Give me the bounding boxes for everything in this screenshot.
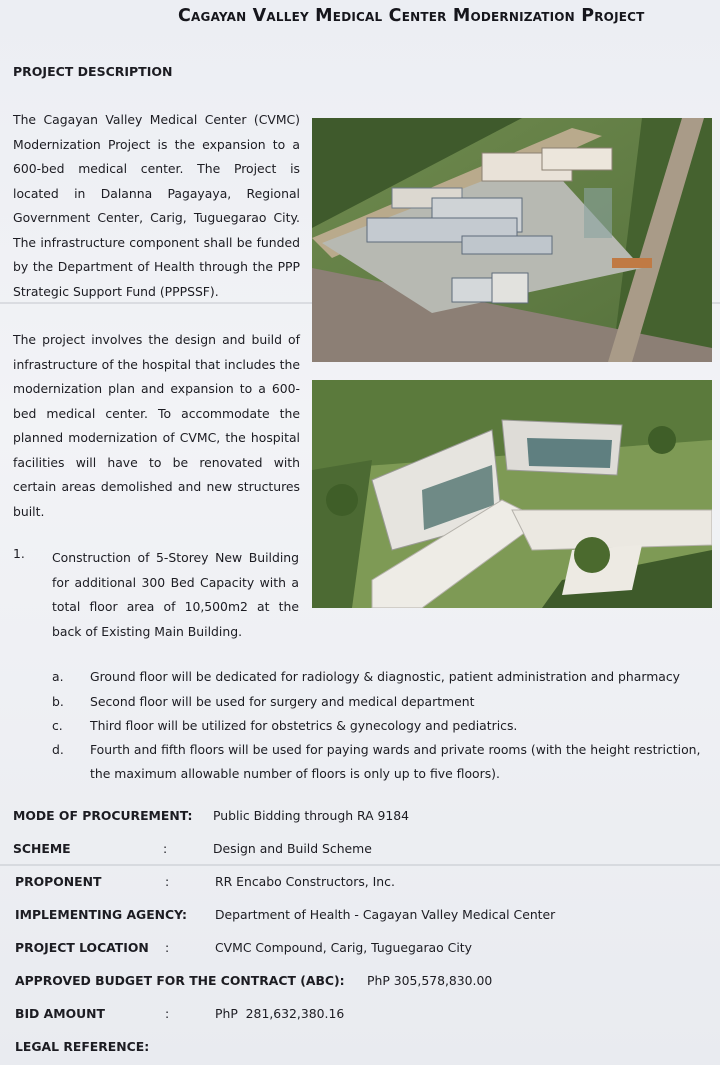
detail-label: IMPLEMENTING AGENCY: [15, 907, 187, 922]
detail-value: CVMC Compound, Carig, Tuguegarao City [215, 940, 472, 955]
aerial-site-image [312, 118, 712, 362]
detail-label: BID AMOUNT [15, 1006, 105, 1021]
sub-item-text: Ground floor will be dedicated for radiology & diagnostic, patient administration and pharmacy [90, 669, 681, 684]
sub-item-letter: c. [52, 718, 63, 733]
section-heading: PROJECT DESCRIPTION [13, 64, 173, 79]
detail-label: APPROVED BUDGET FOR THE CONTRACT (ABC): [15, 973, 345, 988]
detail-value: PhP 281,632,380.16 [215, 1006, 345, 1021]
detail-colon: : [165, 874, 170, 889]
paragraph-intro: The Cagayan Valley Medical Center (CVMC) Modernization Project is the expansion to a 600-bed medical center. The Project is located in Dalanna Pagayaya, Regional Government Center, Carig, Tuguegarao City. The infrastructure component shall be funded by the Department of Health through the PPP Strategic Support Fund (PPPSSF). [13, 112, 300, 299]
detail-label: MODE OF PROCUREMENT: [13, 808, 193, 823]
paper-fold [0, 864, 720, 866]
sub-item-letter: a. [52, 669, 64, 684]
paragraph-scope: The project involves the design and build of infrastructure of the hospital that includes the modernization plan and expansion to a 600-bed medical center. To accommodate the planned modernization of CVMC, the hospital facilities will have to be renovated with certain areas demolished and new structures built. [13, 332, 300, 519]
sub-item-letter: d. [52, 742, 64, 757]
detail-label: LEGAL REFERENCE: [15, 1039, 150, 1054]
building-image [312, 380, 712, 608]
detail-colon: : [165, 1006, 170, 1021]
sub-item-text: Third floor will be utilized for obstetrics & gynecology and pediatrics. [90, 718, 518, 733]
detail-value: RR Encabo Constructors, Inc. [215, 874, 395, 889]
aerial-site-rendering [312, 118, 712, 362]
sub-item-text: Fourth and fifth floors will be used for paying wards and private rooms (with the height restriction, the maximum allowable number of floors is only up to five floors). [90, 742, 701, 781]
detail-colon: : [163, 841, 168, 856]
detail-value: Department of Health - Cagayan Valley Medical Center [215, 907, 556, 922]
list-item-construction: Construction of 5-Storey New Building for additional 300 Bed Capacity with a total floor area of 10,500m2 at the back of Existing Main Building. [52, 550, 299, 639]
detail-label: PROJECT LOCATION [15, 940, 149, 955]
list-number: 1. [13, 546, 25, 561]
detail-value: Design and Build Scheme [213, 841, 372, 856]
detail-value: Public Bidding through RA 9184 [213, 808, 410, 823]
detail-label: SCHEME [13, 841, 71, 856]
detail-value: PhP 305,578,830.00 [367, 973, 493, 988]
detail-label: PROPONENT [15, 874, 102, 889]
building-rendering [312, 380, 712, 608]
page-title: Cagayan Valley Medical Center Modernization Project [178, 6, 645, 26]
sub-item-text: Second floor will be used for surgery and medical department [90, 694, 475, 709]
detail-colon: : [165, 940, 170, 955]
sub-item-letter: b. [52, 694, 64, 709]
